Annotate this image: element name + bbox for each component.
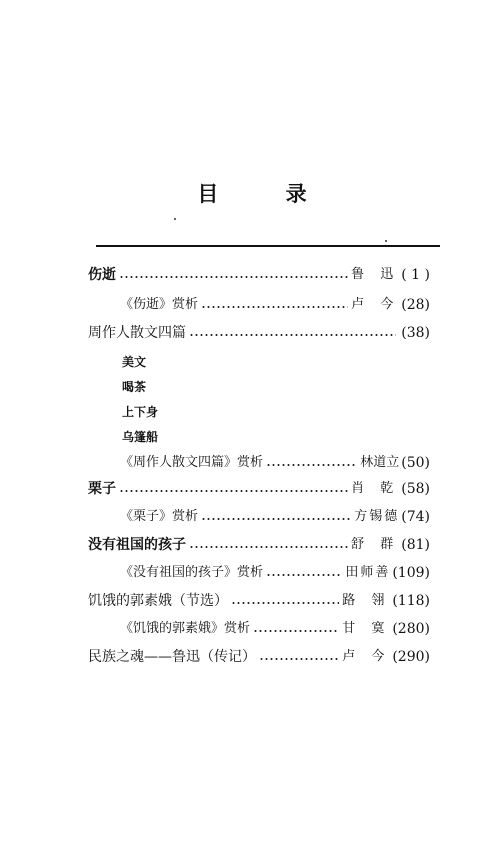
toc-entry-page: (290) (392, 649, 430, 665)
toc-entry-title: 《伤逝》赏析 (120, 297, 199, 312)
toc-entry (120, 560, 430, 582)
toc-entry (88, 320, 430, 342)
toc-entry-title: 伤逝 (88, 267, 116, 283)
toc-entry-title: 没有祖国的孩子 (88, 537, 186, 553)
toc-entry-title: 《没有祖国的孩子》赏析 (120, 565, 264, 580)
toc-leader-dots (201, 516, 351, 522)
toc-entry-author: 路 翎 (342, 593, 391, 608)
toc-subitem: 喝茶 (122, 380, 147, 394)
toc-entry-page: (58) (401, 481, 430, 497)
toc-entry (88, 476, 430, 498)
toc-leader-dots (231, 600, 339, 606)
toc-entry-author: 卢 今 (351, 297, 400, 312)
toc-entry-page: (118) (392, 593, 430, 609)
toc-entry-title: 栗子 (88, 481, 116, 497)
toc-leader-dots (259, 656, 339, 662)
toc-entry-page: ( 1 ) (401, 267, 430, 283)
toc-entry-author: 方锡德 (354, 509, 400, 524)
toc-entry-page: (81) (401, 537, 430, 553)
toc-entry-title: 饥饿的郭素娥（节选） (88, 593, 228, 609)
toc-subitem: 上下身 (122, 405, 159, 419)
toc-subitem: 乌篷船 (122, 430, 159, 444)
toc-entry-author: 田师善 (345, 565, 391, 580)
toc-leader-dots (266, 572, 342, 578)
toc-leader-dots (201, 304, 348, 310)
toc-subitem: 美文 (122, 355, 147, 369)
toc-entry-author: 林道立 (360, 455, 400, 470)
toc-entry-title: 周作人散文四篇 (88, 325, 186, 341)
toc-entry-author: 鲁 迅 (351, 267, 400, 282)
toc-leader-dots (266, 462, 357, 468)
toc-leader-dots (119, 488, 348, 494)
page-title: 目 录 (197, 181, 337, 206)
print-speck (385, 240, 387, 242)
toc-entry (120, 292, 430, 314)
toc-entry-page: (74) (401, 509, 430, 525)
toc-entry-title: 《栗子》赏析 (120, 509, 199, 524)
toc-entry-page: (50) (401, 455, 430, 471)
toc-entry-author: 甘 寞 (342, 621, 391, 636)
title-rule (96, 245, 440, 247)
toc-entry-page: (109) (392, 565, 430, 581)
toc-entry-title: 民族之魂——鲁迅（传记） (88, 649, 256, 665)
toc-entry-author: 舒 群 (351, 537, 400, 552)
toc-entry (88, 644, 430, 666)
toc-entry-author: 肖 乾 (351, 481, 400, 496)
print-speck (174, 218, 176, 220)
toc-entry-page: (28) (401, 297, 430, 313)
toc-entry-page: (280) (392, 621, 430, 637)
toc-entry (120, 504, 430, 526)
toc-entry (88, 262, 430, 284)
toc-entry (88, 532, 430, 554)
toc-entry-author: 卢 今 (342, 649, 391, 664)
toc-entry-title: 《饥饿的郭素娥》赏析 (120, 621, 251, 636)
toc-entry (88, 588, 430, 610)
toc-entry (120, 450, 430, 472)
toc-leader-dots (189, 544, 348, 550)
toc-entry-title: 《周作人散文四篇》赏析 (120, 455, 264, 470)
toc-leader-dots (189, 332, 396, 338)
toc-entry-page: (38) (401, 325, 430, 341)
toc-entry (120, 616, 430, 638)
toc-leader-dots (119, 274, 348, 280)
toc-leader-dots (253, 628, 339, 634)
